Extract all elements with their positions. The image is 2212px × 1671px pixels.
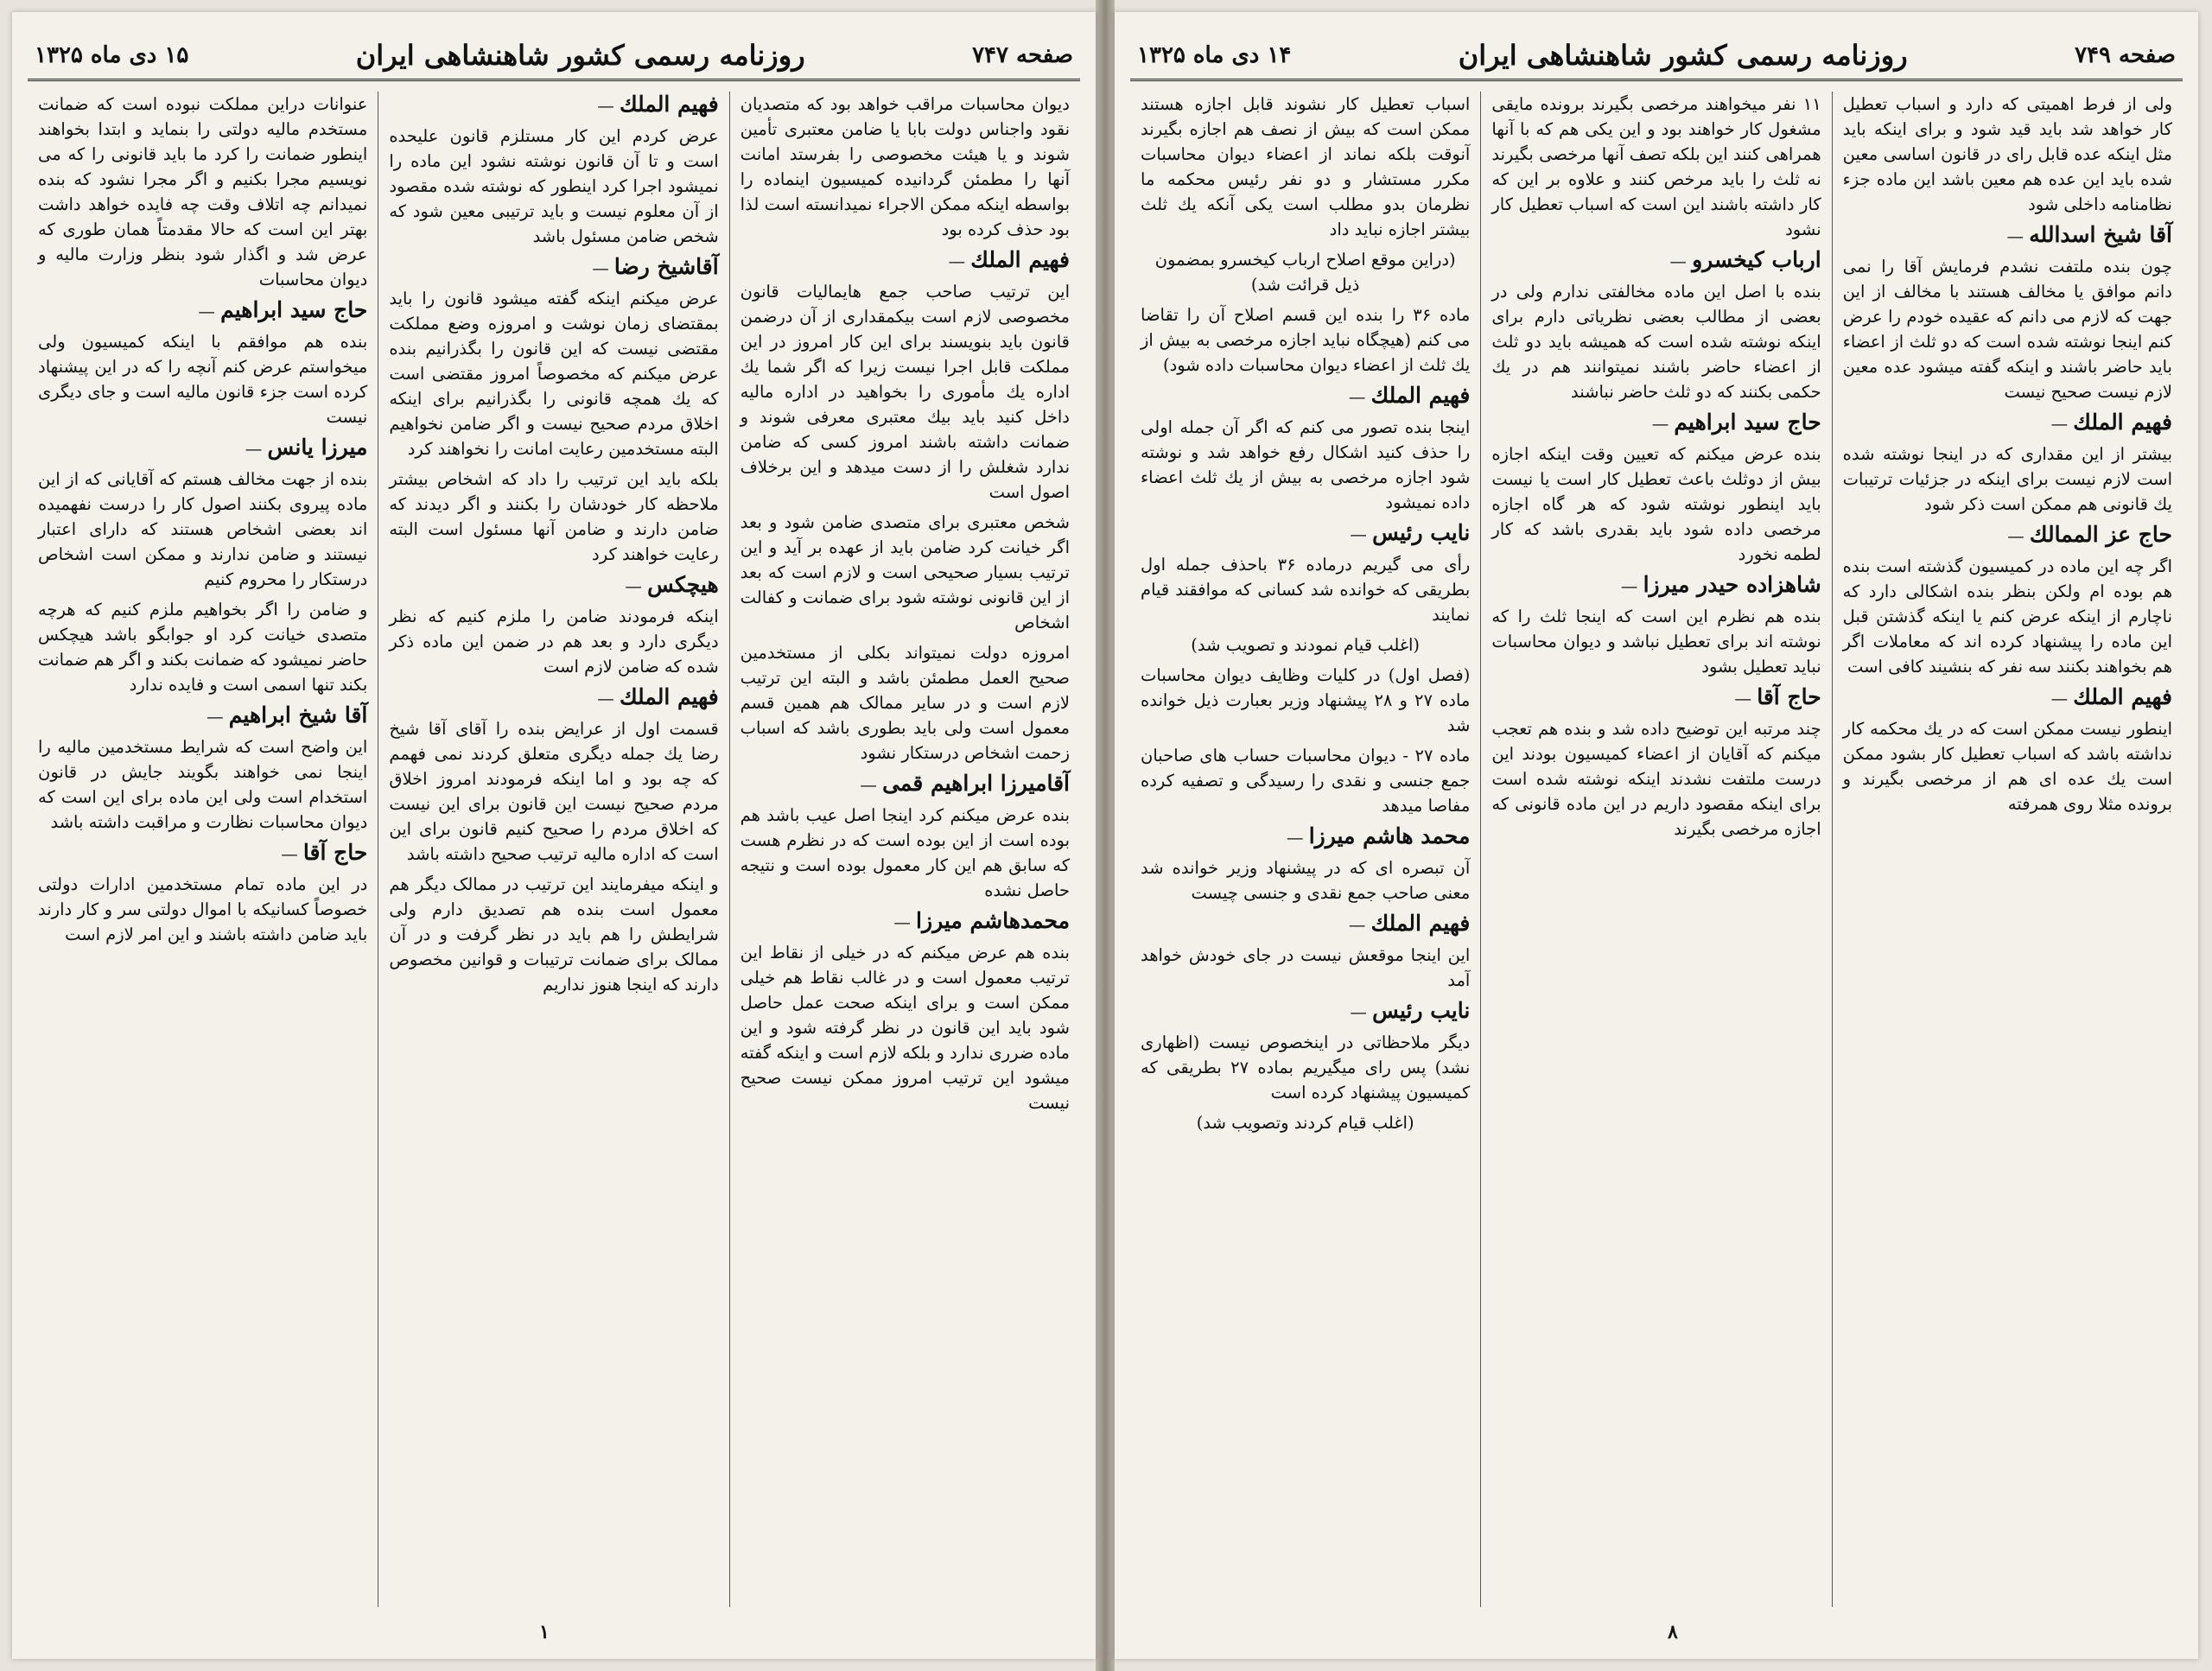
speaker-line: حاج سید ابراهیم — bbox=[1651, 410, 1821, 435]
paragraph: اینکه فرمودند ضامن را ملزم کنیم که نظر دیگری دارد و بعد هم در ضمن این ماده ذکر شده که ضامن لازم است bbox=[389, 607, 719, 677]
paragraph: ماده ۳۶ را بنده این قسم اصلاح آن را تقاضا می کنم (هیچگاه نباید اجازه مرخصی به بیش از یك ثلث از اعضاء دیوان محاسبات داده شود) bbox=[1141, 305, 1471, 375]
speaker-line: فهیم الملك — bbox=[1348, 911, 1471, 936]
paragraph: دیگر ملاحظاتی در اینخصوص نیست (اظهاری نشد) پس رای میگیریم بماده ۲۷ بطریقی که کمیسیون پیشنهاد کرده است bbox=[1141, 1032, 1471, 1102]
speaker-line: شاهزاده حیدر میرزا — bbox=[1620, 572, 1821, 597]
paragraph: در این ماده تمام مستخدمین ادارات دولتی خصوصاً کسانیکه با اموال دولتی سر و کار دارند باید ضامن داشته باشند و این امر لازم است bbox=[38, 874, 368, 944]
left-page-number: صفحه ۷۴۷ bbox=[972, 41, 1073, 68]
speaker-name: فهیم الملك bbox=[2073, 410, 2172, 435]
right-page-header bbox=[1130, 31, 2183, 81]
speaker-line: فهیم الملك — bbox=[1348, 383, 1471, 408]
paragraph: رأی می گیریم درماده ۳۶ باحذف جمله اول بطریقی که خوانده شد کسانی که موافقند قیام نمایند bbox=[1141, 555, 1471, 625]
speaker-line: فهیم الملك — bbox=[597, 92, 719, 117]
speaker-name: فهیم الملك bbox=[1370, 383, 1471, 408]
speaker-line: فهیم الملك — bbox=[597, 684, 719, 709]
speaker-name: نایب رئیس bbox=[1372, 520, 1471, 545]
paragraph: دیوان محاسبات مراقب خواهد بود که متصدیان نقود واجناس دولت بابا یا ضامن معتبری تأمین شوند و یا هیئت مخصوصی را بفرستد امانت آنها را مطمئن گردانیده کمیسیون اینماده را بواسطه اینکه ممکن الاجراء نمیدانسته است لذا بود حذف کرده بود bbox=[740, 94, 1070, 239]
speaker-line: حاج سید ابراهیم — bbox=[198, 297, 368, 322]
speaker-line: حاج آقا — bbox=[281, 840, 368, 865]
paragraph: اینطور نیست ممکن است که در یك محکمه کار نداشته باشد که اسباب تعطیل کار بشود ممکن است یك عده ای هم از مرخصی بگیرند و برونده مثلا روی همرفته bbox=[1842, 719, 2172, 814]
paragraph: بنده هم موافقم با اینکه کمیسیون ولی میخواستم عرض کنم آنچه را که در این پیشنهاد کرده است جزء قانون مالیه است و جای دیگری نیست bbox=[38, 332, 368, 427]
paragraph: بنده از جهت مخالف هستم که آقایانی که از این ماده پیروی بکنند اصول کار را درست نفهمیده اند بعضی اشخاص هستند که دارای اعتبار نیستند و ضامن ندارند و ممکن است اشخاص درستکار را محروم کنیم bbox=[38, 469, 368, 589]
speaker-name: هیچکس bbox=[647, 572, 719, 597]
speaker-name: محمد هاشم میرزا bbox=[1308, 823, 1471, 848]
speaker-line: آقا شیخ اسدالله — bbox=[2006, 222, 2172, 247]
speaker-line: نایب رئیس — bbox=[1350, 520, 1471, 545]
paragraph: عرض میکنم اینکه گفته میشود قانون را باید بمقتضای زمان نوشت و امروزه وضع مملکت مقتضی نیست که این قانون را بگذرانیم بنده عرض میکنم که مخصوصاً امروز مقتضی است که یك همچه قانونی را بگذرانیم برای اینکه اخلاق مردم صحیح نیست و اگر ضامن نخواهیم البته مستخدمین رعایت امانت را نخواهند کرد bbox=[389, 289, 719, 459]
right-page bbox=[1115, 12, 2198, 1659]
paragraph: ۱۱ نفر میخواهند مرخصی بگیرند برونده مایقی مشغول کار خواهند بود و این یکی هم که با آنها همراهی کنند این بلکه تصف آنها مرخصی بگیرند نه ثلث را باید مرخص کنند و علاوه بر این که کار داشته باشند این است که اسباب تعطیل کار نشود bbox=[1491, 94, 1821, 239]
speaker-name: آقاشیخ رضا bbox=[613, 254, 719, 279]
speaker-name: حاج آقا bbox=[302, 840, 368, 865]
paragraph: ماده ۲۷ - دیوان محاسبات حساب های صاحبان جمع جنسی و نقدی را رسیدگی و تصفیه کرده مفاصا میدهد bbox=[1141, 746, 1471, 816]
speaker-line: فهیم الملك — bbox=[2050, 684, 2172, 709]
speaker-line: محمد هاشم میرزا — bbox=[1286, 823, 1471, 848]
paragraph: این واضح است که شرایط مستخدمین مالیه را اینجا نمی خواهند بگویند جایش در قانون استخدام است ولی این ماده برای این است که دیوان محاسبات نظارت و مراقبت داشته باشد bbox=[38, 737, 368, 832]
left-page-date: ۱۵ دی ماه ۱۳۲۵ bbox=[35, 41, 189, 68]
speaker-line: حاج آقا — bbox=[1734, 684, 1821, 709]
speaker-line: حاج عز الممالك — bbox=[2007, 522, 2172, 547]
right-masthead: روزنامه رسمی کشور شاهنشاهی ایران bbox=[1458, 38, 1908, 72]
speaker-name: شاهزاده حیدر میرزا bbox=[1643, 572, 1821, 597]
speaker-name: فهیم الملك bbox=[619, 92, 719, 117]
speaker-name: حاج عز الممالك bbox=[2029, 522, 2172, 547]
speaker-name: آقامیرزا ابراهیم قمی bbox=[882, 771, 1070, 796]
right-column-1 bbox=[1832, 92, 2183, 1607]
paragraph: (فصل اول) در کلیات وظایف دیوان محاسبات ماده ۲۷ و ۲۸ پیشنهاد وزیر بعبارت ذیل خوانده شد bbox=[1141, 665, 1471, 735]
speaker-line: آقاشیخ رضا — bbox=[592, 254, 719, 279]
left-column-2 bbox=[378, 92, 728, 1607]
right-column-3 bbox=[1130, 92, 1480, 1607]
paragraph: و اینکه میفرمایند این ترتیب در ممالک دیگر هم معمول است بنده هم تصدیق دارم ولی شرایطش را هم باید در نظر گرفت و در آن ممالک برای ضمانت ترتیبات و قوانین مخصوص دارند که اینجا هنوز نداریم bbox=[389, 874, 719, 994]
speaker-name: آقا شیخ ابراهیم bbox=[228, 702, 368, 727]
paragraph: بلکه باید این ترتیب را داد که اشخاص بیشتر ملاحظه کار خودشان را بکنند و اگر دیدند که ضامن دارند و ضامن آنها مسئول است البته رعایت خواهند کرد bbox=[389, 469, 719, 564]
speaker-name: آقا شیخ اسدالله bbox=[2029, 222, 2172, 247]
left-folio: ۱ bbox=[539, 1621, 550, 1643]
left-masthead: روزنامه رسمی کشور شاهنشاهی ایران bbox=[355, 38, 805, 72]
paragraph: چند مرتبه این توضیح داده شد و بنده هم تعجب میکنم که آقایان از اعضاء کمیسیون بودند این درست ملتفت نشدند اینکه نوشته شده است برای اینکه مقصود داریم در این ماده قانونی که اجازه مرخصی بگیرند bbox=[1491, 719, 1821, 839]
paragraph: عنوانات دراین مملکت نبوده است که ضمانت مستخدم مالیه دولتی را بنماید و ابتدا بخواهند اینطور ضمانت را کرد ما باید قانونی را که می نویسیم مجرا بکنیم و اگر مجرا نشود که بنده نمیدانم چه اتلاف وقت چه فایده خواهد داشت بهتر این است که حالا مقدمتاً همان طوری که عرض شد و اگذار شود بنظر وزارت مالیه و دیوان محاسبات bbox=[38, 94, 368, 289]
speaker-name: میرزا یانس bbox=[267, 435, 368, 460]
speaker-name: فهیم الملك bbox=[1370, 911, 1471, 936]
left-column-3 bbox=[28, 92, 378, 1607]
speaker-name: فهیم الملك bbox=[970, 247, 1070, 272]
paragraph: (دراین موقع اصلاح ارباب کیخسرو بمضمون ذیل قرائت شد) bbox=[1154, 250, 1456, 295]
right-column-2 bbox=[1480, 92, 1831, 1607]
speaker-name: محمدهاشم میرزا bbox=[916, 908, 1070, 933]
paragraph: (اغلب قیام نمودند و تصویب شد) bbox=[1191, 635, 1421, 655]
speaker-name: حاج سید ابراهیم bbox=[220, 297, 368, 322]
speaker-line: نایب رئیس — bbox=[1350, 998, 1471, 1023]
paragraph: (اغلب قیام کردند وتصویب شد) bbox=[1196, 1113, 1414, 1133]
paragraph: بنده هم نظرم این است که اینجا ثلث را که نوشته اند برای تعطیل نباشد و دیوان محاسبات نباید تعطیل بشود bbox=[1491, 607, 1821, 677]
speaker-name: ارباب کیخسرو bbox=[1692, 247, 1821, 272]
paragraph: ولی از فرط اهمیتی که دارد و اسباب تعطیل کار خواهد شد باید قید شود و برای اینکه باید مثل اینکه عده قابل رای در قانون اساسی معین شده باید این عده هم معین باشد این ماده جزء نظامنامه داخلی شود bbox=[1842, 94, 2172, 214]
speaker-line: آقامیرزا ابراهیم قمی — bbox=[860, 771, 1070, 796]
paragraph: قسمت اول از عرایض بنده را آقای آقا شیخ رضا یك جمله دیگری متعلق کردند نمی فهمم که چه بود و اما اینکه فرمودند امروز اخلاق مردم صحیح نیست این قانون برای این نیست که اخلاق مردم را صحیح کنیم قانون برای این است که اداره مالیه ترتیب صحیح داشته باشد bbox=[389, 719, 719, 864]
left-page bbox=[12, 12, 1096, 1659]
page-gutter bbox=[1096, 0, 1115, 1671]
speaker-name: حاج سید ابراهیم bbox=[1674, 410, 1821, 435]
paragraph: بنده عرض میکنم که تعیین وقت اینکه اجازه بیش از دوثلث باعث تعطیل کار است یا نیست باید اینطور نوشته شود که هر گاه اجازه مرخصی داده شود باید بقدری باشد که کار لطمه نخورد bbox=[1491, 444, 1821, 564]
speaker-name: حاج آقا bbox=[1757, 684, 1821, 709]
speaker-name: نایب رئیس bbox=[1372, 998, 1471, 1023]
left-column-1 bbox=[729, 92, 1080, 1607]
paragraph: بنده هم عرض میکنم که در خیلی از نقاط این ترتیب معمول است و در غالب نقاط هم خیلی ممکن است و برای اینکه صحت عمل حاصل شود باید این قانون در نظر گرفته شود و این ماده ضرری ندارد و بلکه لازم است و اینکه گفته میشود این ترتیب امروز ممکن نیست صحیح نیست bbox=[740, 943, 1070, 1113]
paragraph: اینجا بنده تصور می کنم که اگر آن جمله اولی را حذف کنید اشکال رفع خواهد شد و نوشته شود اجازه مرخصی به بیش از یك ثلث اعضاء داده نمیشود bbox=[1141, 417, 1471, 512]
paragraph: این اینجا موقعش نیست در جای خودش خواهد آمد bbox=[1141, 945, 1471, 990]
paragraph: آن تبصره ای که در پیشنهاد وزیر خوانده شد معنی صاحب جمع نقدی و جنسی چیست bbox=[1141, 858, 1471, 903]
paragraph: اگر چه این ماده در کمیسیون گذشته است بنده هم بوده ام ولکن بنظر بنده اشکالی دارد که ناچارم از اینکه عرض کنم یا اینکه گذشتن قبل این ماده را پیشنهاد کرده اند که معاملات اگر هم بخواهند بکنند سه نفر که بنشیند کافی است bbox=[1842, 556, 2172, 677]
speaker-name: فهیم الملك bbox=[619, 684, 719, 709]
speaker-line: آقا شیخ ابراهیم — bbox=[207, 702, 368, 727]
paragraph: امروزه دولت نمیتواند بکلی از مستخدمین صحیح العمل مطمئن باشد و البته این ترتیب لازم است و در سایر ممالک هم همین قسم معمول است ولی باید بطوری باشد که اسباب زحمت اشخاص درستکار نشود bbox=[740, 643, 1070, 763]
paragraph: چون بنده ملتفت نشدم فرمایش آقا را نمی دانم موافق یا مخالف هستند با مخالف از این جهت که لازم می دانم که عقیده خودم را عرض کنم اینجا نوشته شده است که دو ثلث از اعضاء باید حاضر باشند و اینکه گفته میشود عده معین لازم نیست صحیح نیست bbox=[1842, 257, 2172, 402]
speaker-line: میرزا یانس — bbox=[245, 435, 368, 460]
paragraph: بنده با اصل این ماده مخالفتی ندارم ولی در بعضی از مطالب بعضی نظریاتی دارم برای اینکه نوشته شده است که همیشه باید دو ثلث از اعضاء حاضر باشند نمیتوانند هم در یك حکمی بکنند که دو ثلث حاضر نباشند bbox=[1491, 282, 1821, 402]
paragraph: بیشتر از این مقداری که در اینجا نوشته شده است لازم نیست برای اینکه در جزئیات ترتیبات یك قانونی هم ممکن است ذکر شود bbox=[1842, 444, 2172, 514]
paragraph: و ضامن را اگر بخواهیم ملزم کنیم که هرچه متصدی خیانت کرد او جوابگو باشد هیچکس حاضر نمیشود که ضمانت بکند و اگر هم ضمانت بکند تنها اسمی است و فایده ندارد bbox=[38, 600, 368, 695]
left-page-header bbox=[28, 31, 1080, 81]
paragraph: عرض کردم این کار مستلزم قانون علیحده است و تا آن قانون نوشته نشود این ماده را نمیشود اجرا کرد اینطور که نوشته شده مقصود از آن معلوم نیست و باید ترتیبی معین شود که شخص ضامن مسئول باشد bbox=[389, 126, 719, 246]
right-page-date: ۱۴ دی ماه ۱۳۲۵ bbox=[1137, 41, 1292, 68]
speaker-line: فهیم الملك — bbox=[948, 247, 1070, 272]
paragraph: بنده عرض میکنم کرد اینجا اصل عیب باشد هم بوده است از این بوده است که در نظرم هست که سابق هم این کار معمول بوده است و نتیجه حاصل نشده bbox=[740, 805, 1070, 900]
right-columns bbox=[1130, 92, 2183, 1607]
paragraph: اسباب تعطیل کار نشوند قابل اجازه هستند ممکن است که بیش از نصف هم اجازه بگیرند آنوقت بلکه نماند از اعضاء دیوان محاسبات مکرر مستشار و دو نفر رئیس محکمه ما نظرمان بدو مطلب است یکی آنکه یك ثلث بیشتر اجازه نباید داد bbox=[1141, 94, 1471, 239]
speaker-line: ارباب کیخسرو — bbox=[1669, 247, 1821, 272]
speaker-line: محمدهاشم میرزا — bbox=[893, 908, 1070, 933]
left-columns bbox=[28, 92, 1080, 1607]
speaker-line: هیچکس — bbox=[625, 572, 719, 597]
speaker-name: فهیم الملك bbox=[2073, 684, 2172, 709]
right-folio: ۸ bbox=[1668, 1621, 1678, 1643]
paragraph: این ترتیب صاحب جمع هایمالیات قانون مخصوصی لازم است بیکمقداری از آن درضمن قانون باید بنویسند برای این کار امروز در این مملکت قابل اجرا نیست زیرا که اگر شما یك اداره یك مأموری را بخواهید در اداره مالیه داخل کنید باید بیك معتبری معرفی شوند و ضمانت داشته باشند امروز کسی که ضامن ندارد شغلش را از دست میدهد و این برخلاف اصول است bbox=[740, 282, 1070, 502]
right-page-number: صفحه ۷۴۹ bbox=[2075, 41, 2176, 68]
paragraph: شخص معتبری برای متصدی ضامن شود و بعد اگر خیانت کرد ضامن باید از عهده بر آید و این ترتیب بسیار صحیحی است و لازم است که بعد از این قانونی نوشته شود برای ضمانت و کفالت اشخاص bbox=[740, 512, 1070, 632]
speaker-line: فهیم الملك — bbox=[2050, 410, 2172, 435]
